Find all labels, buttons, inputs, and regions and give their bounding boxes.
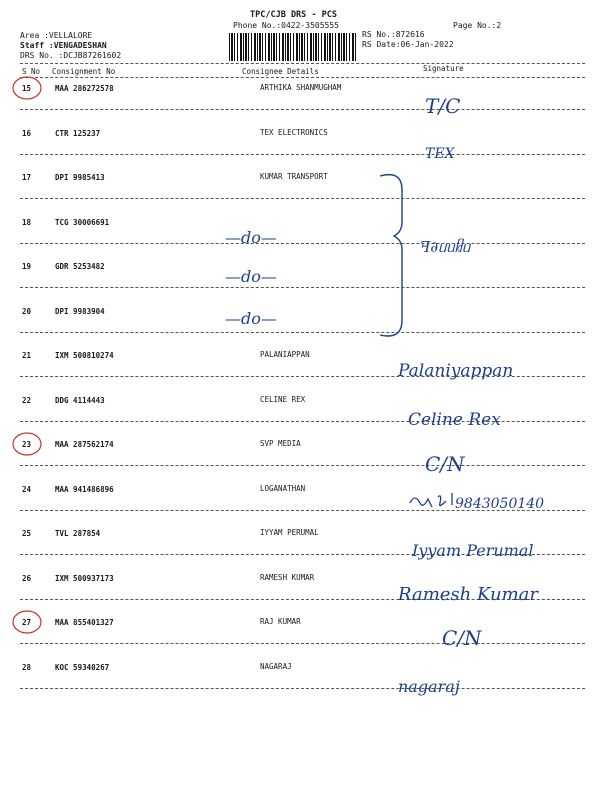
consignee-name: RAJ KUMAR	[260, 617, 301, 626]
consignee-name: SVP MEDIA	[260, 439, 301, 448]
consignee-name: LOGANATHAN	[260, 483, 306, 493]
consignment-number: GDR 5253482	[55, 262, 105, 271]
serial-number: 18	[22, 217, 32, 227]
handwritten-signature: nagaraj	[398, 677, 460, 696]
consignee-name: RAMESH KUMAR	[260, 572, 315, 582]
column-consignment: Consignment No	[52, 67, 116, 76]
serial-number: 19	[22, 262, 32, 271]
serial-circle	[13, 433, 41, 455]
consignee-name: PALANIAPPAN	[260, 350, 310, 359]
handwritten-signature: TEX	[425, 146, 455, 162]
handwritten-signature: T/C	[425, 94, 461, 118]
serial-number: 21	[22, 351, 32, 360]
consignment-number: MAA 855401327	[55, 618, 114, 627]
drs-number: DRS No. :DCJB87261602	[20, 51, 122, 60]
handwritten-signature: Iyyam Perumal	[412, 541, 534, 560]
serial-number: 25	[22, 529, 32, 538]
serial-number: 24	[22, 484, 32, 494]
consignment-number: IXM 500810274	[55, 351, 114, 360]
staff-label: Staff :VENGADESHAN	[20, 41, 107, 50]
rs-number: RS No.:872616	[362, 30, 425, 39]
column-consignee: Consignee Details	[242, 67, 319, 76]
serial-circle	[13, 77, 41, 99]
document-title: TPC/CJB DRS - PCS	[250, 10, 337, 20]
rs-date: RS Date:06-Jan-2022	[362, 40, 454, 49]
handwritten-signature: —do—	[225, 228, 277, 247]
handwritten-signature: Celine Rex	[408, 410, 501, 430]
consignee-name: NAGARAJ	[260, 661, 292, 671]
consignment-number: DPI 9983904	[55, 306, 105, 316]
consignee-name: TEX ELECTRONICS	[260, 127, 328, 137]
consignment-number: MAA 286272578	[55, 84, 114, 93]
scribble-initials	[410, 493, 452, 507]
grouping-brace	[380, 175, 402, 336]
handwritten-signature: Ramesh Kumar	[398, 584, 539, 605]
grouped-signature: ꟻ∂ᥙᥙᥤᥙ	[420, 238, 471, 256]
column-sno: S No	[22, 67, 41, 76]
handwritten-signature: 9843050140	[455, 496, 545, 512]
serial-number: 23	[22, 440, 32, 449]
page-number: Page No.:2	[453, 21, 502, 30]
consignment-number: MAA 287562174	[55, 440, 114, 449]
consignee-name: CELINE REX	[260, 394, 306, 404]
handwritten-signature: C/N	[425, 452, 465, 476]
handwritten-signature: Palaniyappan	[398, 361, 514, 381]
consignee-name: ARTHIKA SHANMUGHAM	[260, 83, 342, 92]
consignment-number: TCG 30006691	[55, 217, 110, 227]
serial-number: 17	[22, 173, 32, 182]
serial-number: 15	[22, 84, 32, 93]
consignment-number: KOC 59340267	[55, 662, 110, 672]
serial-number: 27	[22, 618, 32, 627]
serial-number: 22	[22, 395, 32, 405]
consignee-name: IYYAM PERUMAL	[260, 528, 319, 537]
consignment-number: DPI 9985413	[55, 173, 105, 182]
consignment-number: DDG 4114443	[55, 395, 105, 405]
consignment-number: IXM 500937173	[55, 573, 114, 583]
phone-number: Phone No.:0422-3505555	[233, 21, 339, 30]
consignment-number: TVL 287854	[55, 529, 101, 538]
consignee-name: KUMAR TRANSPORT	[260, 172, 328, 181]
serial-number: 16	[22, 128, 32, 138]
column-signature: Signature	[423, 64, 464, 73]
handwritten-signature: —do—	[225, 309, 277, 328]
handwritten-signature: C/N	[442, 626, 482, 650]
consignment-number: MAA 941486896	[55, 484, 114, 494]
serial-number: 20	[22, 306, 32, 316]
area-label: Area :VELLALORE	[20, 31, 93, 40]
handwritten-signature: —do—	[225, 267, 277, 286]
serial-number: 26	[22, 573, 32, 583]
serial-number: 28	[22, 662, 32, 672]
consignment-number: CTR 125237	[55, 128, 101, 138]
serial-circle	[13, 611, 41, 633]
